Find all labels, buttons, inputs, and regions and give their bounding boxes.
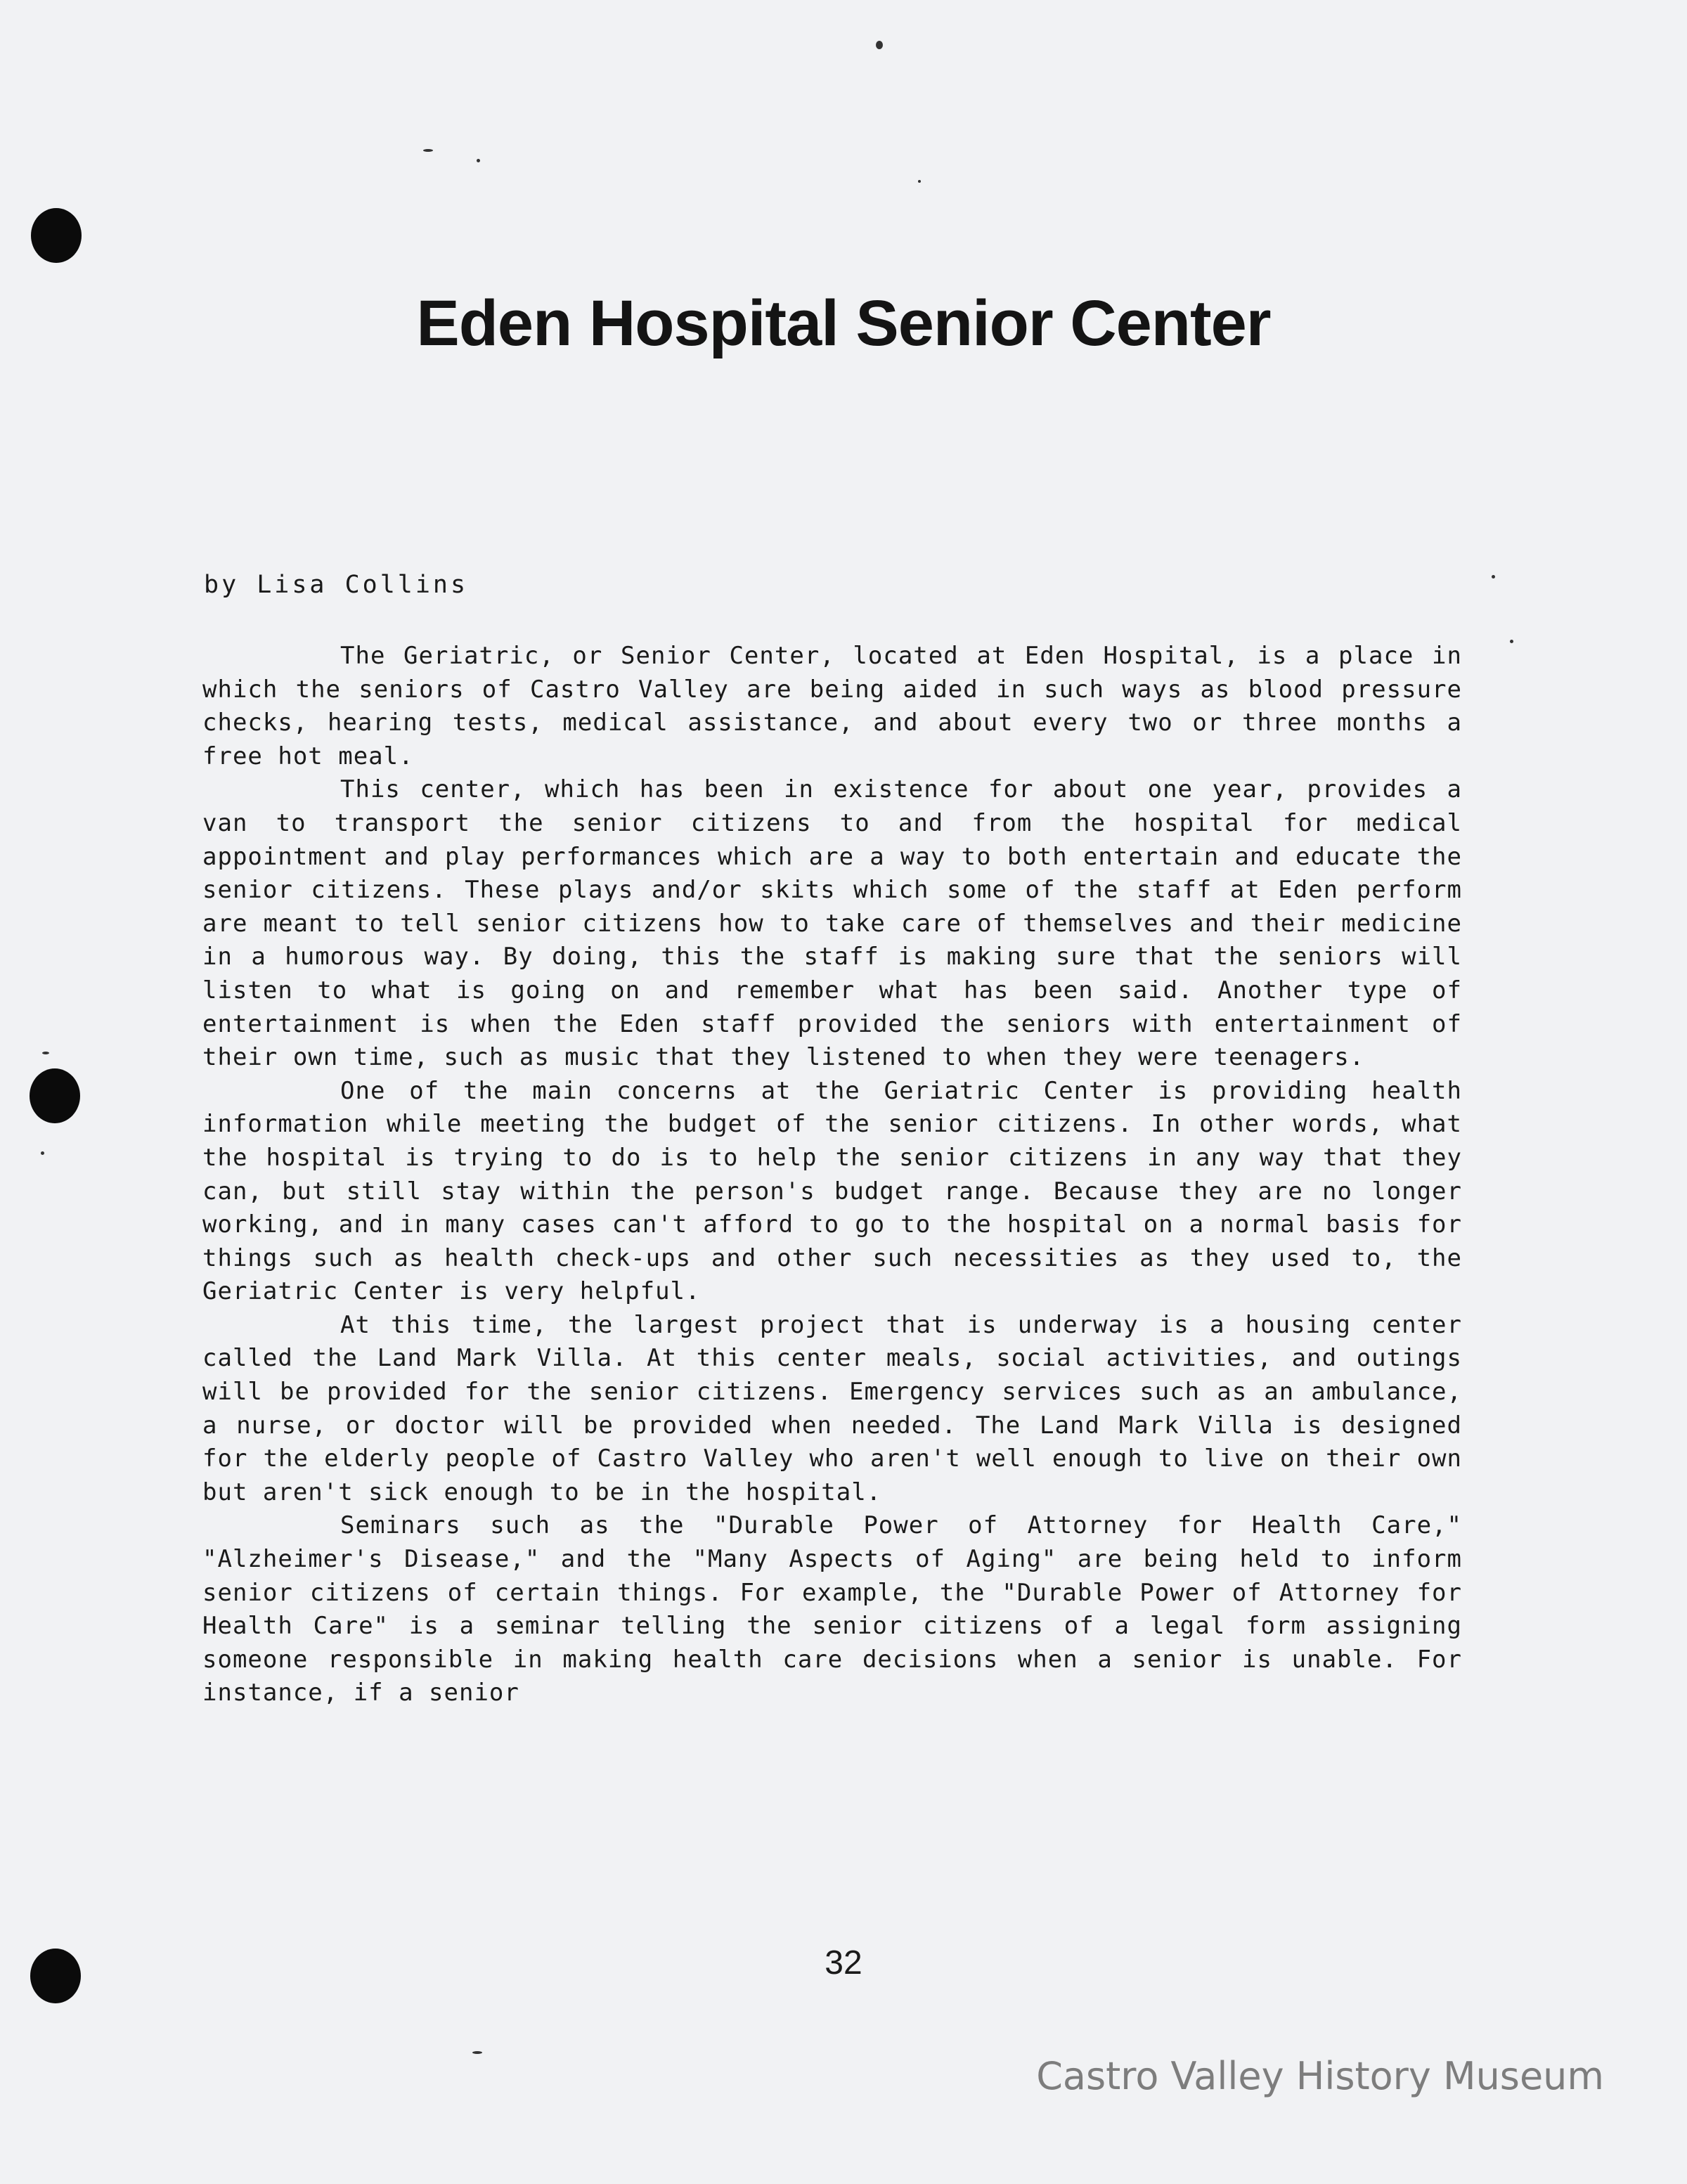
author-byline: by Lisa Collins bbox=[204, 571, 469, 599]
binder-hole-middle bbox=[30, 1068, 80, 1123]
museum-watermark: Castro Valley History Museum bbox=[1036, 2054, 1604, 2098]
scan-speck bbox=[477, 159, 480, 162]
article-title: Eden Hospital Senior Center bbox=[416, 287, 1271, 359]
body-paragraph: This center, which has been in existence for about one year, provides a van to transport the senior citizens to and from the hospital for medical appointment and play performances which are a way to both entertain and educate the senior citizens. These plays and/or skits which some of the staff at Eden perform are meant to tell senior citizens how to take care of themselves and their medicine in a humorous way. By doing, this the staff is making sure that the seniors will listen to what is going on and remember what has been said. Another type of entertainment is when the Eden staff provided the seniors with entertainment of their own time, such as music that they listened to when they were teenagers. bbox=[202, 775, 1462, 1072]
body-paragraph: Seminars such as the "Durable Power of Attorney for Health Care," "Alzheimer's Disease," and the "Many Aspects of Aging" are being held to inform senior citizens of certain things. For example, the "Durable Power of Attorney for Health Care" is a seminar telling the senior citizens of a legal form assigning someone responsible in making health care decisions when a senior is unable. For instance, if a senior bbox=[202, 1511, 1462, 1707]
scan-speck bbox=[918, 180, 921, 183]
binder-hole-top bbox=[31, 208, 82, 263]
scan-speck bbox=[472, 2051, 482, 2054]
scan-speck bbox=[876, 41, 883, 49]
body-paragraph: At this time, the largest project that is underway is a housing center called the Land Mark Villa. At this center meals, social activities, and outings will be provided for the senior citizens. Emergency services such as an ambulance, a nurse, or doctor will be provided when needed. The Land Mark Villa is designed for the elderly people of Castro Valley who aren't well enough to live on their own but aren't sick enough to be in the hospital. bbox=[202, 1310, 1462, 1506]
scan-speck bbox=[423, 149, 433, 152]
page-number: 32 bbox=[825, 1944, 862, 1982]
scan-speck bbox=[41, 1151, 44, 1155]
scan-speck bbox=[1492, 575, 1495, 579]
article-body bbox=[202, 640, 1462, 1710]
body-paragraph: The Geriatric, or Senior Center, located at Eden Hospital, is a place in which the seniors of Castro Valley are being aided in such ways as blood pressure checks, hearing tests, medical assistance, and about every two or three months a free hot meal. bbox=[202, 642, 1462, 770]
body-paragraph: One of the main concerns at the Geriatric Center is providing health information while meeting the budget of the senior citizens. In other words, what the hospital is trying to do is to help the senior citizens in any way that they can, but still stay within the person's budget range. Because they are no longer working, and in many cases can't afford to go to the hospital on a normal basis for things such as health check-ups and other such necessities as they used to, the Geriatric Center is very helpful. bbox=[202, 1076, 1462, 1306]
scan-speck bbox=[42, 1052, 49, 1054]
scan-speck bbox=[1510, 640, 1513, 643]
